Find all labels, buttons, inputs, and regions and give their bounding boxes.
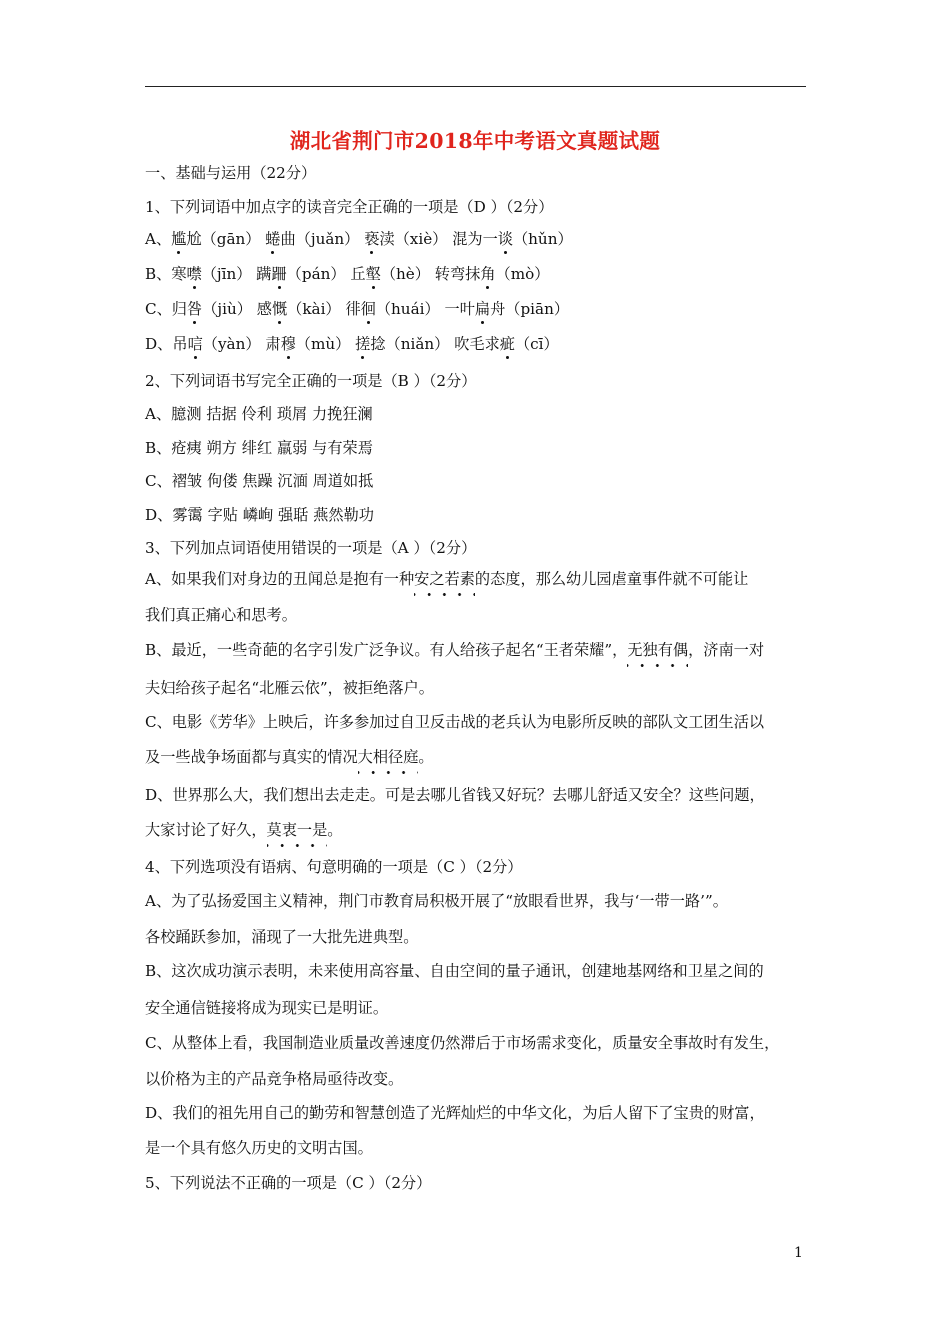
header-rule (145, 86, 806, 87)
question-5-stem: 5、下列说法不正确的一项是（C ）（2分） (145, 1174, 432, 1192)
question-2-option-b: B、疮痍 朔方 绯红 羸弱 与有荣焉 (145, 439, 373, 457)
question-3-option-d-cont: 大家讨论了好久，莫衷一是。 (145, 821, 343, 839)
question-3-option-c-cont: 及一些战争场面都与真实的情况大相径庭。 (145, 748, 434, 766)
question-4-option-c-cont: 以价格为主的产品竞争格局亟待改变。 (145, 1070, 404, 1088)
question-3-option-a-cont: 我们真正痛心和思考。 (145, 606, 297, 624)
page-title: 湖北省荆门市2018年中考语文真题试题 (289, 129, 661, 153)
question-4-option-b: B、这次成功演示表明，未来使用高容量、自由空间的量子通讯，创建地基网络和卫星之间的 (145, 962, 764, 980)
question-4-option-a: A、为了弘扬爱国主义精神，荆门市教育局积极开展了“放眼看世界，我与‘一带一路’”。 (145, 892, 728, 910)
dotted-phrase: 莫衷一是 (266, 821, 328, 839)
dotted-phrase: 无独有偶 (627, 641, 689, 659)
question-4-option-d-cont: 是一个具有悠久历史的文明古国。 (145, 1139, 373, 1157)
question-4-option-c: C、从整体上看，我国制造业质量改善速度仍然滞后于市场需求变化，质量安全事故时有发生， (145, 1034, 780, 1052)
dotted-phrase: 安之若素 (414, 570, 475, 588)
question-1-option-b: B、寒噤（jīn） 蹒跚（pán） 丘壑（hè） 转弯抹角（mò） (145, 265, 550, 283)
section-heading: 一、基础与运用（22分） (145, 164, 317, 182)
question-2-option-d: D、雾霭 字贴 嶙峋 强聒 燕然勒功 (145, 506, 374, 524)
question-3-option-d: D、世界那么大，我们想出去走走。可是去哪儿省钱又好玩？去哪儿舒适又安全？这些问题， (145, 786, 765, 804)
question-3-option-b: B、最近，一些奇葩的名字引发广泛争议。有人给孩子起名“王者荣耀”，无独有偶，济南一对 (145, 641, 765, 659)
question-2-option-c: C、褶皱 佝偻 焦躁 沉湎 周道如抵 (145, 472, 374, 490)
question-4-stem: 4、下列选项没有语病、句意明确的一项是（C ）（2分） (145, 858, 523, 876)
question-3-option-b-cont: 夫妇给孩子起名“北雁云依”，被拒绝落户。 (145, 679, 434, 697)
question-2-option-a: A、臆测 拮据 伶利 琐屑 力挽狂澜 (145, 405, 373, 423)
question-4-option-d: D、我们的祖先用自己的勤劳和智慧创造了光辉灿烂的中华文化，为后人留下了宝贵的财富， (145, 1104, 765, 1122)
question-1-option-d: D、吊唁（yàn） 肃穆（mù） 搓捻（niǎn） 吹毛求疵（cī） (145, 335, 559, 353)
question-3-stem: 3、下列加点词语使用错误的一项是（A ）（2分） (145, 539, 477, 557)
question-3-option-c: C、电影《芳华》上映后，许多参加过自卫反击战的老兵认为电影所反映的部队文工团生活以 (145, 713, 765, 731)
question-2-stem: 2、下列词语书写完全正确的一项是（B ）（2分） (145, 372, 477, 390)
question-4-option-b-cont: 安全通信链接将成为现实已是明证。 (145, 999, 388, 1017)
dotted-phrase: 大相径庭 (357, 748, 419, 766)
question-1-option-c: C、归咎（jiù） 感慨（kài） 徘徊（huái） 一叶扁舟（piān） (145, 300, 570, 318)
question-4-option-a-cont: 各校踊跃参加，涌现了一大批先进典型。 (145, 928, 419, 946)
page-number: 1 (794, 1245, 803, 1261)
question-3-option-a: A、如果我们对身边的丑闻总是抱有一种安之若素的态度，那么幼儿园虐童事件就不可能让 (145, 570, 749, 588)
question-1-option-a: A、尴尬（gān） 蜷曲（juǎn） 亵渎（xiè） 混为一谈（hǔn） (145, 230, 573, 248)
question-1-stem: 1、下列词语中加点字的读音完全正确的一项是（D ）（2分） (145, 198, 554, 216)
